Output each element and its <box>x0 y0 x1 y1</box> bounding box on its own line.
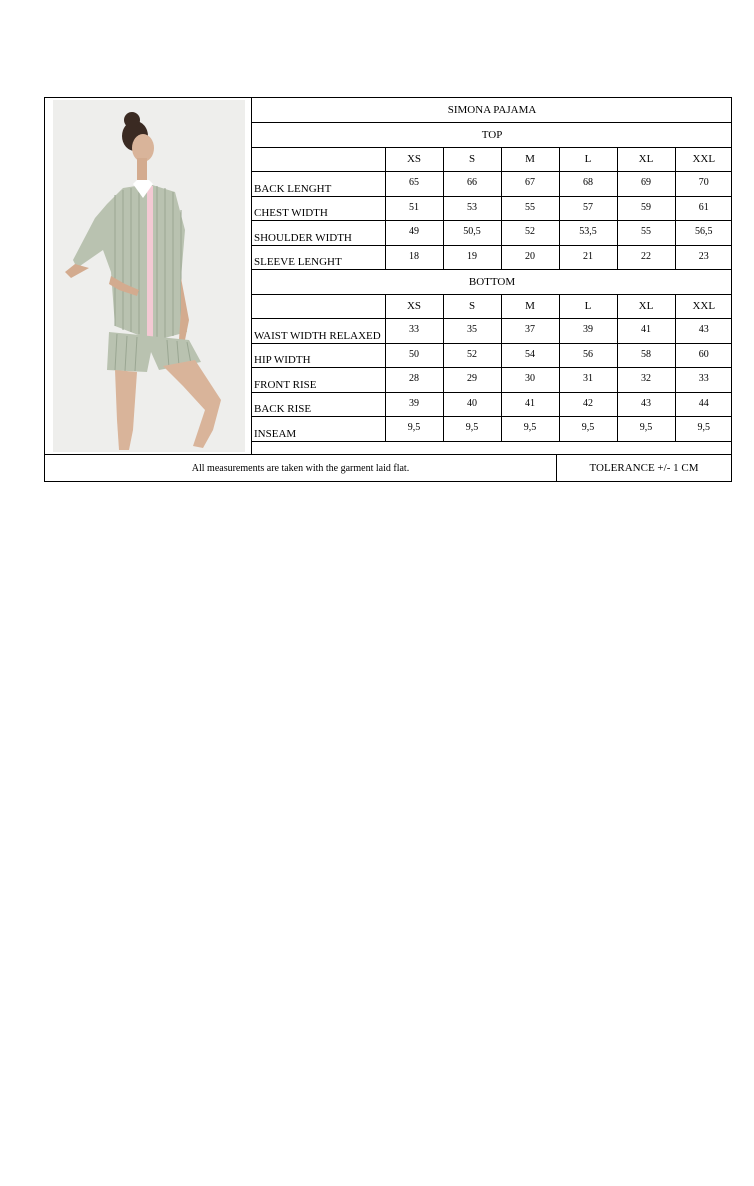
measurement-value: 55 <box>501 196 559 221</box>
bottom-row-back-rise <box>252 392 732 417</box>
top-row-sleeve-length <box>252 245 732 270</box>
measurement-value: 58 <box>617 343 675 368</box>
document-title: SIMONA PAJAMA <box>252 98 732 123</box>
measurement-note: All measurements are taken with the garment laid flat. <box>45 455 557 482</box>
top-size-xl: XL <box>617 147 675 172</box>
bottom-row-hip-width <box>252 343 732 368</box>
bottom-size-xs: XS <box>385 294 443 319</box>
bottom-size-l: L <box>559 294 617 319</box>
measurement-value: 22 <box>617 245 675 270</box>
measurement-value: 70 <box>675 172 732 197</box>
measurement-value: 19 <box>443 245 501 270</box>
measurement-value: 44 <box>675 392 732 417</box>
measurement-value: 55 <box>617 221 675 246</box>
measurement-value: 67 <box>501 172 559 197</box>
bottom-section-label: BOTTOM <box>252 270 732 295</box>
measurement-value: 56 <box>559 343 617 368</box>
measurement-value: 66 <box>443 172 501 197</box>
bottom-row-waist-width <box>252 319 732 344</box>
measurement-label: SHOULDER WIDTH <box>252 221 385 246</box>
measurement-value: 20 <box>501 245 559 270</box>
measurement-value: 9,5 <box>443 417 501 442</box>
measurement-value: 50 <box>385 343 443 368</box>
measurement-label: BACK RISE <box>252 392 385 417</box>
measurement-value: 52 <box>443 343 501 368</box>
top-row-chest-width <box>252 196 732 221</box>
measurement-value: 23 <box>675 245 732 270</box>
measurement-value: 33 <box>675 368 732 393</box>
top-row-back-length <box>252 172 732 197</box>
measurement-value: 29 <box>443 368 501 393</box>
measurement-value: 41 <box>617 319 675 344</box>
measurement-label: BACK LENGHT <box>252 172 385 197</box>
measurement-value: 9,5 <box>675 417 732 442</box>
measurement-value: 42 <box>559 392 617 417</box>
measurement-value: 9,5 <box>385 417 443 442</box>
top-size-header-row <box>252 147 732 172</box>
bottom-size-s: S <box>443 294 501 319</box>
measurement-value: 33 <box>385 319 443 344</box>
measurement-value: 9,5 <box>617 417 675 442</box>
measurement-value: 39 <box>559 319 617 344</box>
measurement-value: 69 <box>617 172 675 197</box>
measurement-value: 9,5 <box>501 417 559 442</box>
measurement-value: 50,5 <box>443 221 501 246</box>
bottom-row-front-rise <box>252 368 732 393</box>
measurement-value: 61 <box>675 196 732 221</box>
measurement-value: 53 <box>443 196 501 221</box>
measurement-value: 43 <box>675 319 732 344</box>
top-row-shoulder-width <box>252 221 732 246</box>
measurement-value: 57 <box>559 196 617 221</box>
tolerance-note: TOLERANCE +/- 1 CM <box>589 462 699 474</box>
size-chart-sheet <box>44 97 732 482</box>
measurement-value: 37 <box>501 319 559 344</box>
measurement-value: 39 <box>385 392 443 417</box>
measurement-value: 49 <box>385 221 443 246</box>
top-header-blank <box>252 147 385 172</box>
measurement-value: 65 <box>385 172 443 197</box>
measurement-label: WAIST WIDTH RELAXED <box>252 319 385 344</box>
table-footer <box>45 454 731 482</box>
measurement-value: 54 <box>501 343 559 368</box>
top-size-s: S <box>443 147 501 172</box>
measurement-value: 43 <box>617 392 675 417</box>
measurement-value: 9,5 <box>559 417 617 442</box>
top-size-m: M <box>501 147 559 172</box>
measurement-value: 52 <box>501 221 559 246</box>
measurement-value: 41 <box>501 392 559 417</box>
bottom-size-xl: XL <box>617 294 675 319</box>
measurement-label: FRONT RISE <box>252 368 385 393</box>
measurement-value: 18 <box>385 245 443 270</box>
measurement-label: INSEAM <box>252 417 385 442</box>
top-section-label: TOP <box>252 123 732 148</box>
measurement-value: 59 <box>617 196 675 221</box>
measurement-value: 40 <box>443 392 501 417</box>
measurement-value: 30 <box>501 368 559 393</box>
top-size-xs: XS <box>385 147 443 172</box>
measurement-value: 31 <box>559 368 617 393</box>
top-size-l: L <box>559 147 617 172</box>
measurement-value: 51 <box>385 196 443 221</box>
measurement-value: 35 <box>443 319 501 344</box>
measurement-value: 68 <box>559 172 617 197</box>
measurement-label: HIP WIDTH <box>252 343 385 368</box>
measurement-value: 21 <box>559 245 617 270</box>
measurement-value: 32 <box>617 368 675 393</box>
model-photo-illustration <box>53 100 245 452</box>
bottom-size-xxl: XXL <box>675 294 732 319</box>
measurement-value: 56,5 <box>675 221 732 246</box>
measurement-label: SLEEVE LENGHT <box>252 245 385 270</box>
measurement-label: CHEST WIDTH <box>252 196 385 221</box>
measurement-value: 60 <box>675 343 732 368</box>
measurement-value: 28 <box>385 368 443 393</box>
top-size-xxl: XXL <box>675 147 732 172</box>
bottom-header-blank <box>252 294 385 319</box>
product-photo <box>45 98 252 454</box>
bottom-size-m: M <box>501 294 559 319</box>
bottom-row-inseam <box>252 417 732 442</box>
size-table <box>252 98 732 442</box>
bottom-size-header-row <box>252 294 732 319</box>
measurement-value: 53,5 <box>559 221 617 246</box>
